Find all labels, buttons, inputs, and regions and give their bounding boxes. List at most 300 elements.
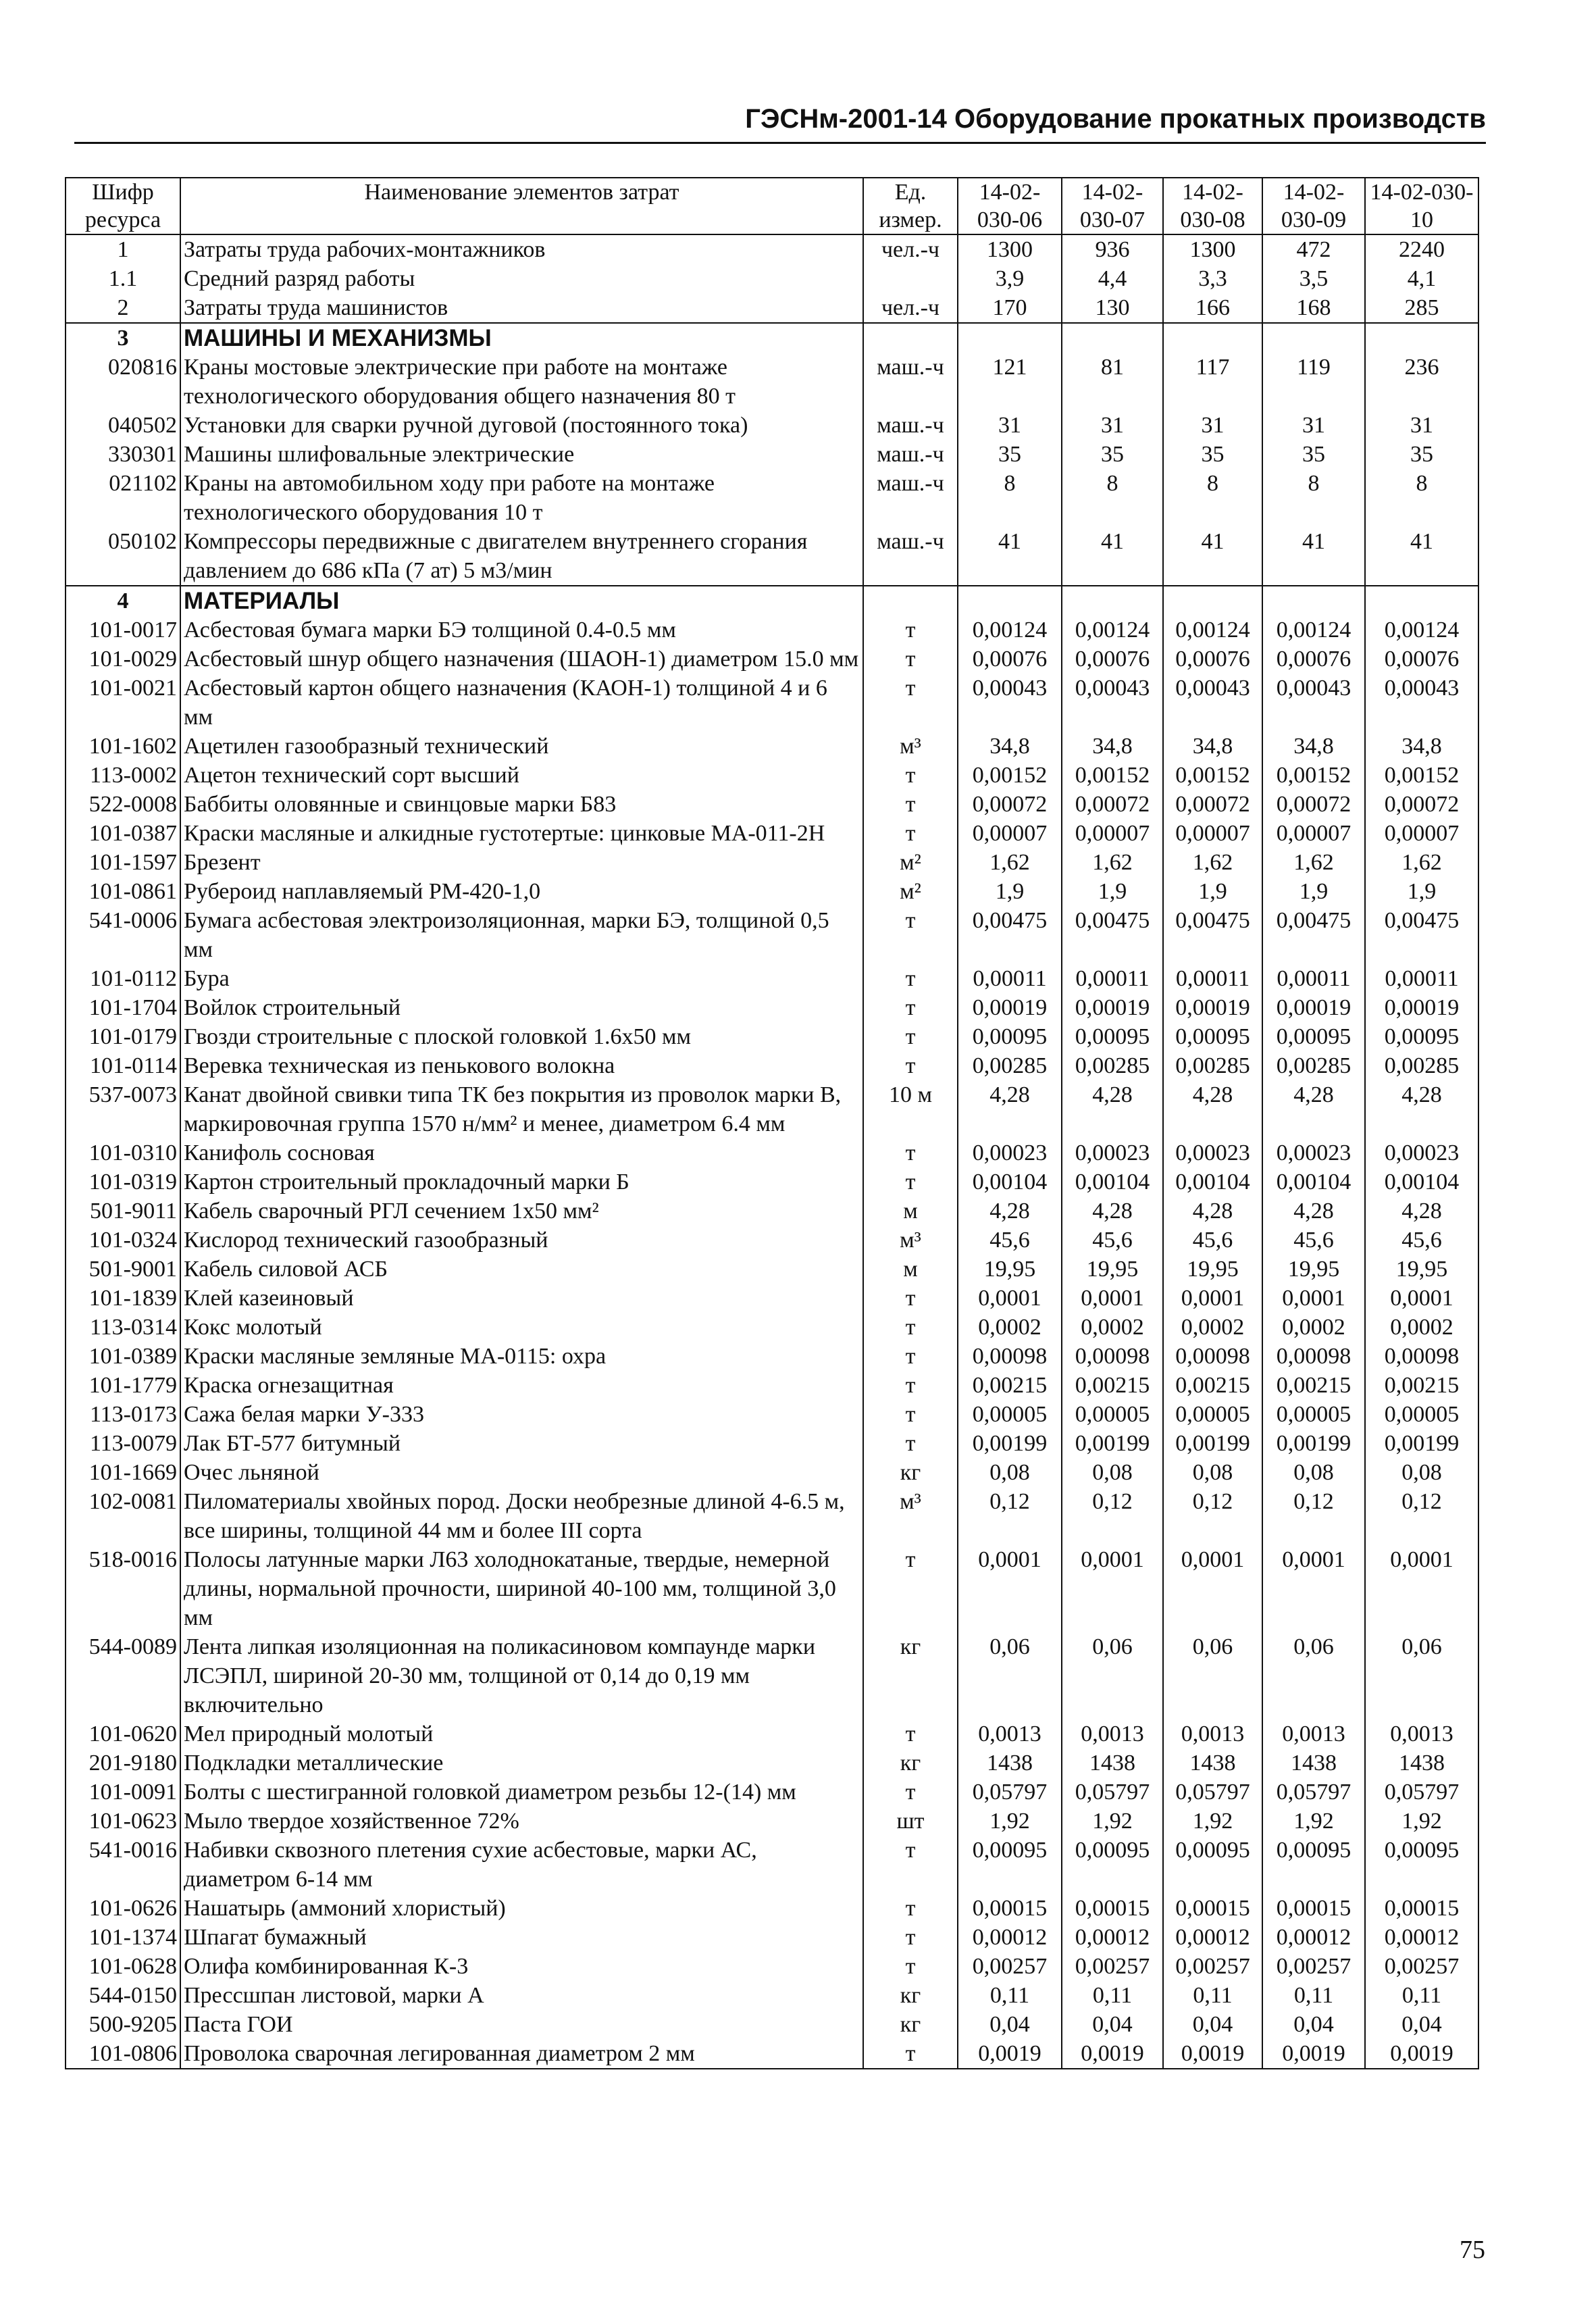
value-cell: 0,00012 [958,1923,1062,1952]
value-cell: 4,28 [1062,1197,1163,1226]
value-cell: 0,00043 [1365,674,1478,732]
value-cell: 0,00043 [1163,674,1262,732]
value-cell: 3,5 [1262,264,1365,293]
value-cell: 8 [1062,469,1163,527]
resource-code: 113-0079 [66,1429,180,1458]
value-cell: 0,0001 [1062,1284,1163,1313]
value-cell: 45,6 [1365,1226,1478,1255]
value-cell: 3,9 [958,264,1062,293]
value-cell: 0,00215 [1062,1371,1163,1400]
value-cell: 0,11 [958,1981,1062,2010]
header-column: 14-02-030-10 [1365,178,1478,234]
resource-name: Краски масляные земляные МА-0115: охра [180,1342,863,1371]
value-cell: 0,00152 [1062,761,1163,790]
value-cell: 0,00285 [1262,1051,1365,1080]
value-cell: 0,04 [1262,2010,1365,2039]
resource-name: Асбестовая бумага марки БЭ толщиной 0.4-0.5 мм [180,615,863,645]
value-cell: 8 [958,469,1062,527]
value-cell: 0,00072 [1062,790,1163,819]
value-cell: 0,00104 [958,1167,1062,1197]
value-cell: 0,00095 [1262,1022,1365,1051]
value-cell: 168 [1262,293,1365,323]
resource-code: 537-0073 [66,1080,180,1138]
value-cell: 0,0019 [1163,2039,1262,2069]
table-row [66,411,1478,440]
value-cell: 0,00095 [1365,1022,1478,1051]
resource-code: 101-0389 [66,1342,180,1371]
value-cell: 0,0002 [1262,1313,1365,1342]
table-row [66,1342,1478,1371]
value-cell: 34,8 [1365,732,1478,761]
value-cell: 31 [1262,411,1365,440]
header-column: 14-02-030-07 [1062,178,1163,234]
table-row [66,1894,1478,1923]
table-row [66,645,1478,674]
resource-name: Гвозди строительные с плоской головкой 1.6х50 мм [180,1022,863,1051]
section-title: МАТЕРИАЛЫ [180,586,863,615]
resource-code: 101-1779 [66,1371,180,1400]
value-cell: 1,9 [1062,877,1163,906]
value-cell: 34,8 [1062,732,1163,761]
value-cell: 0,05797 [1365,1778,1478,1807]
value-cell: 4,28 [1365,1197,1478,1226]
value-cell: 0,00285 [958,1051,1062,1080]
value-cell: 0,00104 [1365,1167,1478,1197]
value-cell: 0,0013 [1163,1719,1262,1749]
value-cell: 1,92 [1062,1807,1163,1836]
value-cell: 0,06 [958,1632,1062,1719]
unit-cell: т [863,993,958,1022]
resource-cost-table [65,177,1479,2069]
resource-code: 541-0016 [66,1836,180,1894]
value-cell: 19,95 [1365,1255,1478,1284]
value-cell: 0,11 [1163,1981,1262,2010]
resource-name: Средний разряд работы [180,264,863,293]
resource-name: Кабель силовой АСБ [180,1255,863,1284]
value-cell [958,586,1062,615]
unit-cell: т [863,819,958,848]
table-row [66,1080,1478,1138]
value-cell: 0,00215 [1262,1371,1365,1400]
resource-code: 101-0021 [66,674,180,732]
table-row [66,993,1478,1022]
value-cell: 936 [1062,234,1163,264]
value-cell: 0,00007 [958,819,1062,848]
unit-cell: т [863,2039,958,2069]
table-row [66,353,1478,411]
resource-code: 101-1839 [66,1284,180,1313]
value-cell: 0,00043 [958,674,1062,732]
table-row [66,1022,1478,1051]
value-cell: 19,95 [1062,1255,1163,1284]
value-cell: 0,00104 [1163,1167,1262,1197]
page-number: 75 [1460,2236,1485,2264]
section-row [66,586,1478,615]
unit-cell: т [863,1923,958,1952]
table-row [66,1923,1478,1952]
resource-code: 040502 [66,411,180,440]
value-cell: 0,12 [1163,1487,1262,1545]
table-row [66,469,1478,527]
unit-cell: т [863,1371,958,1400]
value-cell: 0,00152 [958,761,1062,790]
value-cell: 0,04 [958,2010,1062,2039]
unit-cell: т [863,1022,958,1051]
value-cell: 0,11 [1062,1981,1163,2010]
resource-name: Брезент [180,848,863,877]
value-cell: 0,00285 [1163,1051,1262,1080]
resource-name: Краски масляные и алкидные густотертые: цинковые МА-011-2Н [180,819,863,848]
value-cell: 0,00124 [1365,615,1478,645]
value-cell: 0,05797 [1062,1778,1163,1807]
value-cell: 1300 [958,234,1062,264]
resource-code: 021102 [66,469,180,527]
resource-name: Ацетон технический сорт высший [180,761,863,790]
resource-name: Лак БТ-577 битумный [180,1429,863,1458]
value-cell: 0,00005 [1262,1400,1365,1429]
value-cell: 0,00285 [1062,1051,1163,1080]
unit-cell [863,586,958,615]
value-cell: 0,00019 [1262,993,1365,1022]
resource-name: Очес льняной [180,1458,863,1487]
resource-code: 4 [66,586,180,615]
resource-name: Веревка техническая из пенькового волокна [180,1051,863,1080]
resource-code: 2 [66,293,180,323]
value-cell: 0,00015 [1262,1894,1365,1923]
resource-name: Краны на автомобильном ходу при работе на монтаже технологического оборудования 10 т [180,469,863,527]
resource-code: 500-9205 [66,2010,180,2039]
value-cell: 31 [1062,411,1163,440]
resource-name: Картон строительный прокладочный марки Б [180,1167,863,1197]
value-cell: 35 [1062,440,1163,469]
unit-cell [863,323,958,353]
table-row [66,761,1478,790]
value-cell: 0,00023 [1163,1138,1262,1167]
running-header [74,101,1486,144]
value-cell: 4,28 [958,1080,1062,1138]
table-row [66,1284,1478,1313]
value-cell: 0,00076 [958,645,1062,674]
unit-cell: м [863,1197,958,1226]
header-name: Наименование элементов затрат [180,178,863,234]
resource-name: Рубероид наплавляемый РМ-420-1,0 [180,877,863,906]
value-cell: 0,0001 [1262,1284,1365,1313]
value-cell: 0,00012 [1163,1923,1262,1952]
value-cell: 0,00015 [1365,1894,1478,1923]
resource-name: Затраты труда рабочих-монтажников [180,234,863,264]
unit-cell: м² [863,848,958,877]
table-row [66,848,1478,877]
value-cell: 1438 [1365,1749,1478,1778]
value-cell: 0,00043 [1262,674,1365,732]
value-cell: 0,00475 [1262,906,1365,964]
resource-name: Кислород технический газообразный [180,1226,863,1255]
table-row [66,293,1478,323]
unit-cell: т [863,1429,958,1458]
unit-cell: т [863,1545,958,1632]
value-cell: 0,11 [1365,1981,1478,2010]
value-cell: 0,12 [958,1487,1062,1545]
value-cell: 0,0002 [1163,1313,1262,1342]
unit-cell: м³ [863,1487,958,1545]
header-column: 14-02-030-08 [1163,178,1262,234]
resource-name: Бумага асбестовая электроизоляционная, марки БЭ, толщиной 0,5 мм [180,906,863,964]
value-cell: 8 [1163,469,1262,527]
resource-code: 101-0029 [66,645,180,674]
value-cell: 0,00005 [1062,1400,1163,1429]
value-cell: 0,00007 [1365,819,1478,848]
value-cell: 0,00015 [1062,1894,1163,1923]
value-cell: 0,04 [1062,2010,1163,2039]
value-cell: 0,00257 [1163,1952,1262,1981]
value-cell: 45,6 [1262,1226,1365,1255]
table-row [66,1138,1478,1167]
header-unit: Ед. измер. [863,178,958,234]
value-cell: 1,92 [1163,1807,1262,1836]
value-cell: 0,08 [1062,1458,1163,1487]
section-title: МАШИНЫ И МЕХАНИЗМЫ [180,323,863,353]
table-row [66,819,1478,848]
value-cell: 0,00095 [1062,1836,1163,1894]
table-row [66,234,1478,264]
resource-name: Ацетилен газообразный технический [180,732,863,761]
resource-code: 101-0806 [66,2039,180,2069]
value-cell: 0,00043 [1062,674,1163,732]
unit-cell: т [863,1342,958,1371]
resource-code: 113-0314 [66,1313,180,1342]
value-cell: 0,00076 [1365,645,1478,674]
table-row [66,1313,1478,1342]
resource-code: 101-0319 [66,1167,180,1197]
value-cell: 0,00076 [1062,645,1163,674]
value-cell: 0,00098 [1062,1342,1163,1371]
resource-code: 101-0628 [66,1952,180,1981]
resource-name: Краны мостовые электрические при работе на монтаже технологического оборудования общего назначения 80 т [180,353,863,411]
value-cell: 119 [1262,353,1365,411]
resource-name: Клей казеиновый [180,1284,863,1313]
value-cell: 0,05797 [958,1778,1062,1807]
unit-cell: т [863,615,958,645]
value-cell: 121 [958,353,1062,411]
value-cell: 0,0013 [1365,1719,1478,1749]
value-cell: 0,00098 [1163,1342,1262,1371]
value-cell: 0,00199 [958,1429,1062,1458]
table-row [66,1836,1478,1894]
value-cell: 1,62 [1062,848,1163,877]
unit-cell: м [863,1255,958,1284]
resource-name: Паста ГОИ [180,2010,863,2039]
resource-name: Проволока сварочная легированная диаметром 2 мм [180,2039,863,2069]
value-cell: 0,00475 [1365,906,1478,964]
resource-code: 544-0150 [66,1981,180,2010]
value-cell: 0,00005 [1365,1400,1478,1429]
value-cell: 0,00011 [1163,964,1262,993]
value-cell: 0,00152 [1262,761,1365,790]
resource-name: Кабель сварочный РГЛ сечением 1х50 мм² [180,1197,863,1226]
value-cell: 0,00257 [1262,1952,1365,1981]
value-cell: 1,62 [1365,848,1478,877]
value-cell: 0,00005 [1163,1400,1262,1429]
value-cell: 285 [1365,293,1478,323]
table-row [66,1167,1478,1197]
table-row [66,964,1478,993]
value-cell: 0,0013 [1062,1719,1163,1749]
table-row [66,674,1478,732]
resource-name: Машины шлифовальные электрические [180,440,863,469]
unit-cell: м² [863,877,958,906]
value-cell: 1,92 [1262,1807,1365,1836]
table-row [66,2039,1478,2069]
resource-code: 020816 [66,353,180,411]
value-cell: 1,9 [1262,877,1365,906]
value-cell: 117 [1163,353,1262,411]
table-row [66,1371,1478,1400]
unit-cell: чел.-ч [863,234,958,264]
value-cell: 4,28 [1262,1080,1365,1138]
value-cell: 45,6 [1163,1226,1262,1255]
value-cell [1062,586,1163,615]
table-row [66,1255,1478,1284]
value-cell: 0,12 [1365,1487,1478,1545]
unit-cell: т [863,1836,958,1894]
resource-code: 101-1669 [66,1458,180,1487]
unit-cell: маш.-ч [863,440,958,469]
unit-cell: т [863,906,958,964]
value-cell: 41 [958,527,1062,586]
table-row [66,1429,1478,1458]
value-cell: 0,00011 [1365,964,1478,993]
value-cell: 41 [1262,527,1365,586]
unit-cell: т [863,761,958,790]
value-cell: 0,0013 [1262,1719,1365,1749]
value-cell: 0,00215 [1163,1371,1262,1400]
value-cell [958,323,1062,353]
resource-name: Сажа белая марки У-333 [180,1400,863,1429]
value-cell: 1438 [1262,1749,1365,1778]
value-cell: 41 [1365,527,1478,586]
value-cell: 35 [1262,440,1365,469]
unit-cell: 10 м [863,1080,958,1138]
unit-cell: т [863,1051,958,1080]
resource-name: Пиломатериалы хвойных пород. Доски необрезные длиной 4-6.5 м, все ширины, толщиной 44 мм и более III сорта [180,1487,863,1545]
table-row [66,2010,1478,2039]
value-cell [1262,586,1365,615]
value-cell: 0,00007 [1062,819,1163,848]
value-cell: 35 [958,440,1062,469]
value-cell: 0,0002 [1062,1313,1163,1342]
resource-code: 101-1704 [66,993,180,1022]
value-cell: 81 [1062,353,1163,411]
resource-name: Шпагат бумажный [180,1923,863,1952]
resource-name: Канифоль сосновая [180,1138,863,1167]
value-cell: 236 [1365,353,1478,411]
resource-code: 101-0861 [66,877,180,906]
value-cell: 0,0002 [1365,1313,1478,1342]
value-cell: 0,00215 [958,1371,1062,1400]
value-cell [1262,323,1365,353]
value-cell: 0,00072 [1262,790,1365,819]
resource-code: 3 [66,323,180,353]
resource-code: 1.1 [66,264,180,293]
value-cell: 1300 [1163,234,1262,264]
value-cell: 19,95 [958,1255,1062,1284]
table-row [66,1226,1478,1255]
value-cell: 1438 [1062,1749,1163,1778]
resource-code: 522-0008 [66,790,180,819]
table-row [66,732,1478,761]
value-cell: 0,00124 [1163,615,1262,645]
unit-cell: т [863,1778,958,1807]
unit-cell: т [863,1894,958,1923]
value-cell: 0,00095 [1262,1836,1365,1894]
unit-cell: т [863,1952,958,1981]
resource-code: 518-0016 [66,1545,180,1632]
value-cell: 34,8 [1163,732,1262,761]
value-cell: 41 [1163,527,1262,586]
value-cell: 0,00015 [1163,1894,1262,1923]
unit-cell: т [863,964,958,993]
value-cell: 0,08 [1262,1458,1365,1487]
resource-code: 101-0112 [66,964,180,993]
resource-code: 101-1374 [66,1923,180,1952]
value-cell: 0,00095 [958,1836,1062,1894]
table-row [66,527,1478,586]
resource-code: 101-0387 [66,819,180,848]
value-cell: 0,08 [1365,1458,1478,1487]
value-cell: 0,00072 [958,790,1062,819]
resource-code: 113-0002 [66,761,180,790]
value-cell: 0,0019 [1262,2039,1365,2069]
value-cell: 0,00199 [1163,1429,1262,1458]
resource-code: 101-0620 [66,1719,180,1749]
value-cell: 170 [958,293,1062,323]
value-cell: 1,62 [1163,848,1262,877]
resource-name: Подкладки металлические [180,1749,863,1778]
value-cell: 0,08 [1163,1458,1262,1487]
unit-cell: т [863,1313,958,1342]
value-cell: 0,05797 [1262,1778,1365,1807]
value-cell: 1,92 [1365,1807,1478,1836]
resource-code: 101-0114 [66,1051,180,1080]
value-cell: 0,00104 [1262,1167,1365,1197]
resource-name: Мыло твердое хозяйственное 72% [180,1807,863,1836]
table-row [66,1952,1478,1981]
resource-name: Канат двойной свивки типа ТК без покрытия из проволок марки В, маркировочная группа 1570 н/мм² и менее, диаметром 6.4 мм [180,1080,863,1138]
resource-name: Баббиты оловянные и свинцовые марки Б83 [180,790,863,819]
resource-code: 101-1597 [66,848,180,877]
value-cell: 0,0001 [1365,1545,1478,1632]
table-row [66,1778,1478,1807]
value-cell: 0,00007 [1262,819,1365,848]
value-cell: 0,08 [958,1458,1062,1487]
table-row [66,1197,1478,1226]
value-cell: 0,00007 [1163,819,1262,848]
value-cell: 31 [1365,411,1478,440]
table-row [66,1458,1478,1487]
value-cell: 0,0001 [1062,1545,1163,1632]
value-cell: 4,28 [1365,1080,1478,1138]
unit-cell: т [863,1138,958,1167]
value-cell: 0,00215 [1365,1371,1478,1400]
value-cell: 0,00011 [1062,964,1163,993]
value-cell: 0,0001 [958,1284,1062,1313]
value-cell: 1438 [1163,1749,1262,1778]
unit-cell: кг [863,2010,958,2039]
value-cell: 19,95 [1262,1255,1365,1284]
value-cell: 19,95 [1163,1255,1262,1284]
value-cell: 1,9 [1365,877,1478,906]
value-cell: 4,28 [1163,1197,1262,1226]
